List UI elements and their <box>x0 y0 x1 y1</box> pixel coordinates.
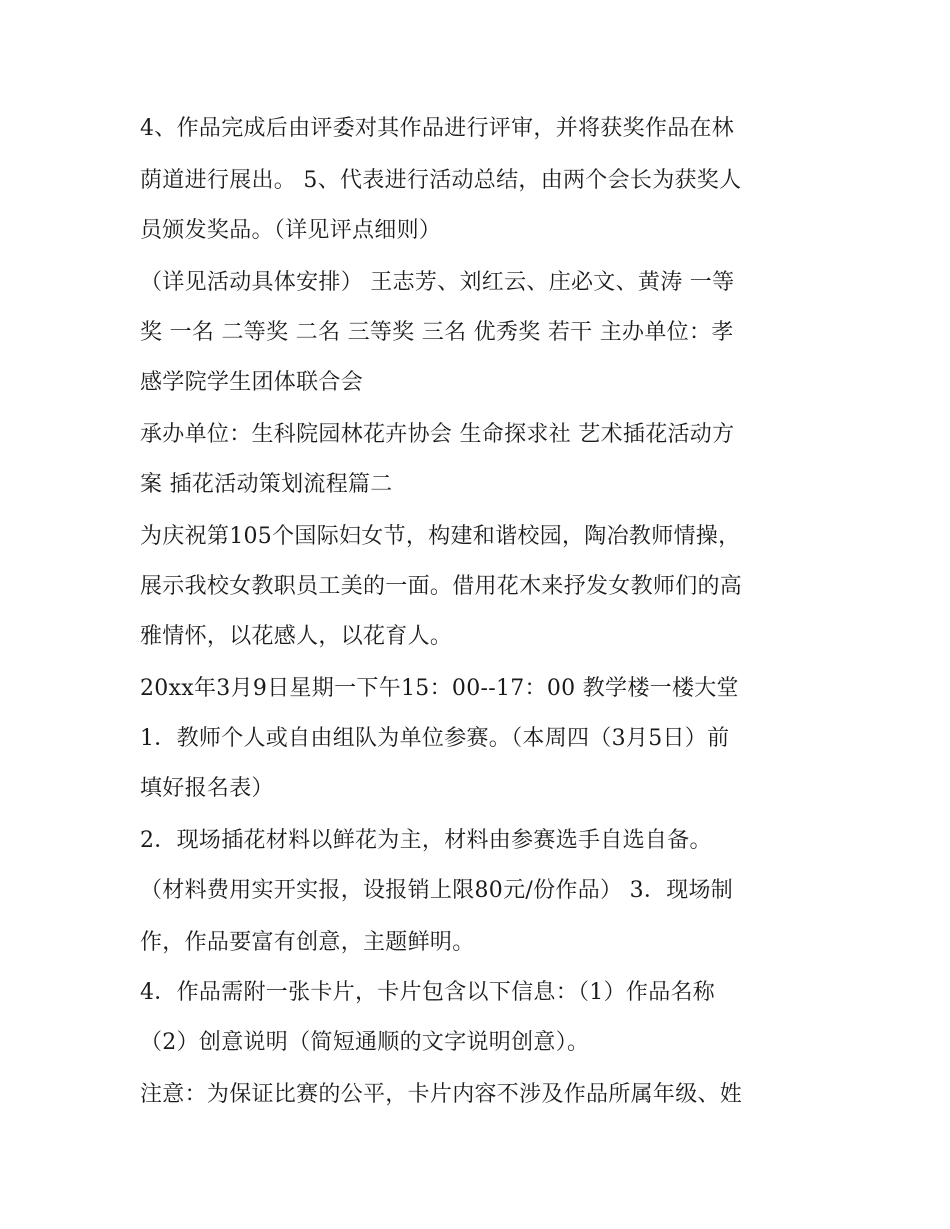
text-line: 20xx年3月9日星期一下午15：00--17：00 教学楼一楼大堂 <box>140 676 739 701</box>
text-line: 案 插花活动策划流程篇二 <box>140 472 393 497</box>
text-line: 填好报名表） <box>140 776 274 801</box>
text-line: （详见活动具体安排） 王志芳、刘红云、庄必文、黄涛 一等 <box>140 270 735 295</box>
text-line: 4、作品完成后由评委对其作品进行评审，并将获奖作品在林 <box>140 116 735 141</box>
text-line: （2）创意说明（简短通顺的文字说明创意）。 <box>140 1030 590 1055</box>
text-line: 2．现场插花材料以鲜花为主，材料由参赛选手自选自备。 <box>140 828 712 853</box>
text-line: 雅情怀，以花感人，以花育人。 <box>140 624 453 649</box>
text-line: 1．教师个人或自由组队为单位参赛。（本周四（3月5日）前 <box>140 726 730 751</box>
text-line: 作，作品要富有创意，主题鲜明。 <box>140 930 475 955</box>
text-line: 承办单位：生科院园林花卉协会 生命探求社 艺术插花活动方 <box>140 422 735 447</box>
text-line: （材料费用实开实报，设报销上限80元/份作品） 3．现场制 <box>140 878 734 903</box>
text-line: 奖 一名 二等奖 二名 三等奖 三名 优秀奖 若干 主办单位：孝 <box>140 320 734 345</box>
text-line: 员颁发奖品。（详见评点细则） <box>140 218 442 243</box>
text-line: 注意：为保证比赛的公平，卡片内容不涉及作品所属年级、姓 <box>140 1082 743 1107</box>
text-line: 4．作品需附一张卡片，卡片包含以下信息：（1）作品名称 <box>140 980 716 1005</box>
text-line: 展示我校女教职员工美的一面。借用花木来抒发女教师们的高 <box>140 574 743 599</box>
text-line: 感学院学生团体联合会 <box>140 370 364 395</box>
text-line: 荫道进行展出。 5、代表进行活动总结，由两个会长为获奖人 <box>140 168 742 193</box>
text-line: 为庆祝第105个国际妇女节，构建和谐校园，陶冶教师情操， <box>140 524 741 549</box>
